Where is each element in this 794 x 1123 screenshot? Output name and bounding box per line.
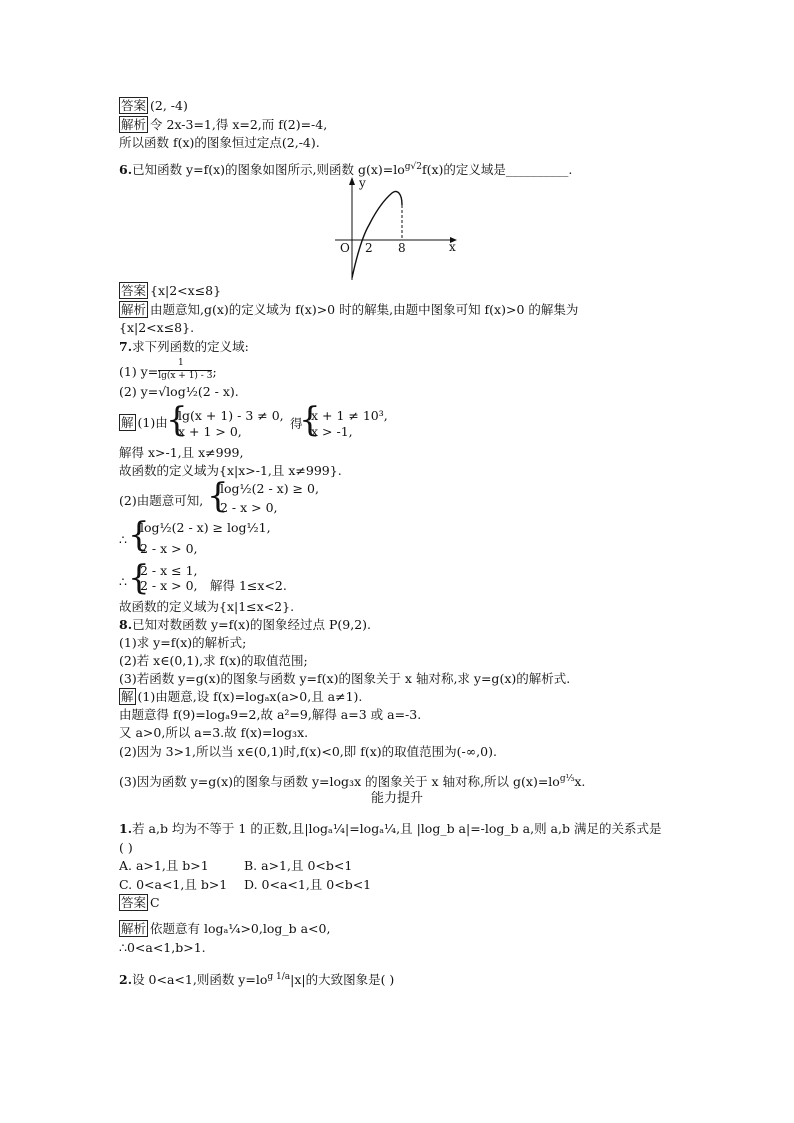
p1-option-d: D. 0<a<1,且 0<b<1 — [244, 877, 372, 892]
p1-paren: ( ) — [119, 840, 133, 855]
p2-stem — [119, 969, 394, 988]
section-title: 能力提升 — [370, 791, 423, 806]
graph-x-label: x — [449, 240, 456, 254]
q8-s1-line — [119, 689, 362, 705]
q5-answer-line — [119, 98, 188, 114]
q7-sys5-row1: 2 - x ≤ 1, — [140, 563, 198, 578]
solution-tag: 解 — [121, 689, 134, 704]
brace-icon: { — [166, 400, 188, 440]
p2-number: 2. — [119, 972, 133, 988]
solution-tag: 解 — [121, 415, 134, 430]
q7-stem-text: 求下列函数的定义域: — [132, 339, 249, 354]
p2-stem-text: 设 0<a<1,则函数 y=lo — [132, 972, 268, 988]
brace-icon: { — [207, 476, 229, 516]
q7-line-a2: 解得 x>-1,且 x≠999, — [119, 445, 244, 460]
analysis-tag: 解析 — [121, 921, 147, 936]
q7-line-a3: 故函数的定义域为{x|x>-1,且 x≠999}. — [119, 463, 342, 478]
q7-sol-a-pre: (1)由 — [137, 415, 168, 430]
p1-stem-b: =logₐ¼,且 |log_b a|=-log_b a,则 a,b 满足的关系式是 — [349, 821, 662, 836]
q7-sys3-row1: log½(2 - x) ≥ 0, — [220, 481, 319, 496]
q7-sys1-row1: lg(x + 1) - 3 ≠ 0, — [178, 408, 284, 423]
q6-analysis-1: 由题意知,g(x)的定义域为 f(x)>0 时的解集,由题中图象可知 f(x)>0 的解集为 — [150, 302, 579, 317]
q6-number: 6. — [119, 162, 133, 178]
q8-s4: (2)因为 3>1,所以当 x∈(0,1)时,f(x)<0,即 f(x)的取值范围为(-∞,0). — [119, 744, 497, 759]
answer-tag: 答案 — [121, 895, 147, 910]
q7-sys3-row2: 2 - x > 0, — [220, 500, 278, 515]
q7-sys5-tail: 解得 1≤x<2. — [210, 578, 287, 593]
function-graph — [335, 175, 465, 283]
graph-tick-2: 2 — [365, 241, 373, 255]
q5-answer: (2, -4) — [150, 98, 188, 113]
function-curve — [352, 192, 402, 279]
q5-analysis-line — [119, 117, 327, 133]
q8-s2: 由题意得 f(9)=logₐ9=2,故 a²=9,解得 a=3 或 a=-3. — [119, 707, 422, 722]
p1-stem — [119, 821, 661, 837]
q8-number: 8. — [119, 617, 133, 632]
p1-answer: C — [150, 895, 160, 910]
p1-analysis-1: 依题意有 logₐ¼>0,log_b a<0, — [150, 921, 331, 936]
q7-sys4-row2: 2 - x > 0, — [140, 541, 198, 556]
graph-y-label: y — [359, 176, 366, 190]
q7-sol-a-mid: 得 — [290, 416, 303, 431]
q7-sys2-row2: x > -1, — [311, 424, 353, 439]
p1-stem-abs: |logₐ¼| — [304, 821, 350, 836]
q7-line-b1-pre: (2)由题意可知, — [119, 493, 204, 508]
q6-answer-line — [119, 283, 221, 299]
p1-option-b: B. a>1,且 0<b<1 — [244, 858, 353, 873]
p1-analysis-line — [119, 921, 330, 937]
q6-analysis-line — [119, 302, 578, 318]
q7-therefore-1: ∴ — [119, 532, 127, 547]
p1-option-a: A. a>1,且 b>1 — [119, 858, 209, 873]
brace-icon: { — [128, 558, 150, 598]
q5-analysis-2: 所以函数 f(x)的图象恒过定点(2,-4). — [119, 135, 320, 150]
p1-answer-line — [119, 895, 160, 911]
p1-stem-a: 若 a,b 均为不等于 1 的正数,且 — [132, 821, 305, 836]
q7-part1 — [119, 364, 217, 384]
q6-stem-tail: f(x)的定义域是__________. — [421, 162, 573, 178]
q7-part2: (2) y=√log½(2 - x). — [119, 384, 239, 399]
q7-therefore-2: ∴ — [119, 574, 127, 589]
p1-option-c: C. 0<a<1,且 b>1 — [119, 877, 228, 892]
q8-s5-text: (3)因为函数 y=g(x)的图象与函数 y=log₃x 的图象关于 x 轴对称,所以 g(x)=lo — [119, 774, 560, 790]
q7-sys2-row1: x + 1 ≠ 10³, — [311, 408, 388, 423]
q8-s5-tail: x. — [574, 774, 586, 790]
q7-part1-numerator: 1 — [178, 358, 184, 368]
q5-analysis-1: 令 2x-3=1,得 x=2,而 f(2)=-4, — [150, 117, 328, 132]
analysis-tag: 解析 — [121, 302, 147, 317]
graph-origin-label: O — [340, 241, 350, 255]
q7-stem — [119, 339, 249, 355]
q7-sys1-row2: x + 1 > 0, — [178, 424, 242, 439]
q8-s1: (1)由题意,设 f(x)=logₐx(a>0,且 a≠1). — [137, 689, 363, 704]
p2-stem-exp: g 1/a — [267, 972, 291, 982]
q7-sol-a-line — [119, 415, 168, 431]
q7-part1-end: ; — [212, 364, 217, 379]
q8-s3: 又 a>0,所以 a=3.故 f(x)=log₃x. — [119, 725, 309, 740]
y-axis-arrow-icon — [349, 177, 355, 185]
q6-analysis-2: {x|2<x≤8}. — [119, 320, 195, 335]
q7-line-b-end: 故函数的定义域为{x|1≤x<2}. — [119, 599, 295, 614]
q8-p3: (3)若函数 y=g(x)的图象与函数 y=f(x)的图象关于 x 轴对称,求 y=g(x)的解析式. — [119, 671, 571, 686]
q7-part1-pre: (1) y= — [119, 364, 159, 379]
q7-sys4-row1: log½(2 - x) ≥ log½1, — [140, 520, 271, 535]
q6-answer: {x|2<x≤8} — [150, 283, 222, 298]
q7-number: 7. — [119, 339, 133, 354]
q8-p1: (1)求 y=f(x)的解析式; — [119, 635, 247, 650]
q7-sys5-row2: 2 - x > 0, — [140, 578, 198, 593]
p1-number: 1. — [119, 821, 133, 836]
q7-part1-denominator: lg(x + 1) - 3 — [158, 371, 213, 381]
q8-s5-exp: g⅓ — [559, 774, 575, 784]
q6-stem-exp: g√2 — [404, 162, 422, 172]
answer-tag: 答案 — [121, 283, 147, 298]
q8-stem — [119, 617, 371, 633]
analysis-tag: 解析 — [121, 117, 147, 132]
p1-analysis-2: ∴0<a<1,b>1. — [119, 940, 206, 955]
q8-p2: (2)若 x∈(0,1),求 f(x)的取值范围; — [119, 653, 308, 668]
q8-stem-text: 已知对数函数 y=f(x)的图象经过点 P(9,2). — [132, 617, 371, 632]
brace-icon: { — [299, 400, 321, 440]
q6-stem-text: 已知函数 y=f(x)的图象如图所示,则函数 g(x)=lo — [132, 162, 405, 178]
q8-s5 — [119, 771, 585, 790]
brace-icon: { — [128, 515, 150, 555]
p2-stem-tail: |x|的大致图象是( ) — [290, 972, 395, 988]
answer-tag: 答案 — [121, 98, 147, 113]
graph-tick-8: 8 — [398, 241, 406, 255]
